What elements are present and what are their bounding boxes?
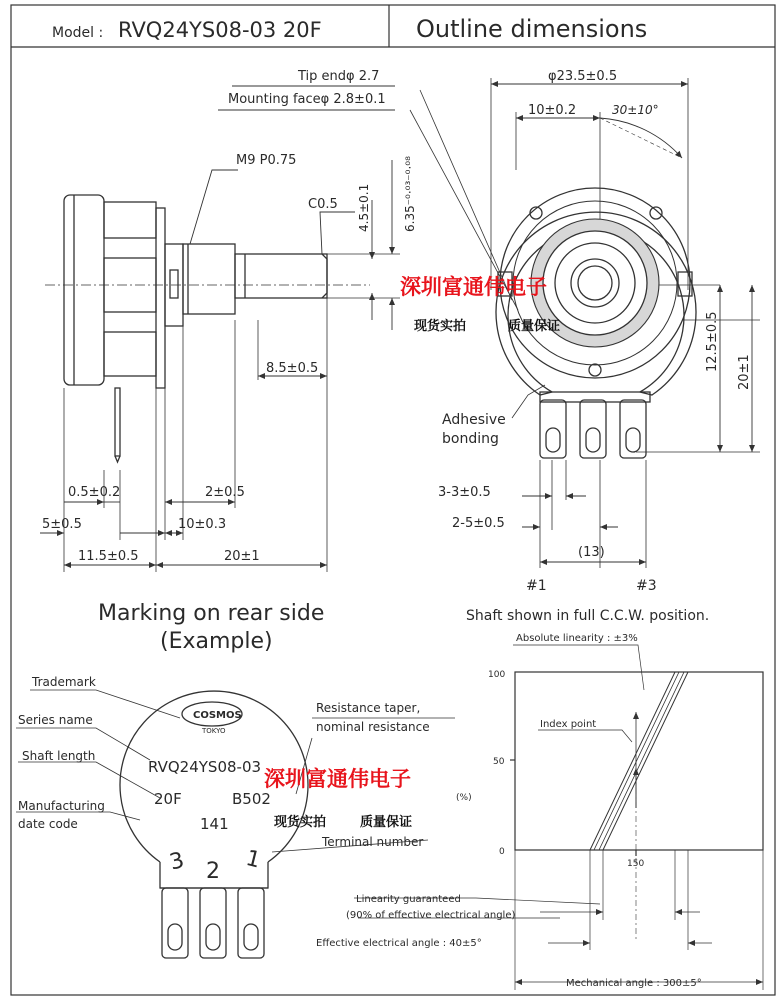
series-marking: RVQ24YS08-03: [148, 758, 262, 776]
index-point-label: Index point: [540, 719, 597, 730]
linearity-guaranteed-label: Linearity guaranteed: [356, 894, 461, 905]
y-tick-100: 100: [488, 670, 506, 680]
dim-10-0-2-label: 10±0.2: [528, 103, 577, 118]
pin-3-label: #3: [636, 578, 657, 594]
model-label: Model :: [52, 25, 104, 41]
y-tick-0: 0: [499, 847, 505, 857]
resistance-marking: B502: [232, 790, 271, 808]
x-tick-150: 150: [627, 859, 645, 869]
effective-angle-label: Effective electrical angle : 40±5°: [316, 938, 482, 949]
dim-3-3-label: 3-3±0.5: [438, 485, 491, 500]
resistance-label-2: nominal resistance: [316, 720, 430, 734]
watermark-slogan-top-1: 现货实拍: [414, 319, 467, 334]
marking-title-1: Marking on rear side: [98, 601, 325, 626]
shaft-dia-2-label: 6.35⁻⁰·⁰³⁻⁰·⁰⁸: [403, 156, 417, 232]
thread-label: M9 P0.75: [236, 153, 297, 168]
chamfer-label: C0.5: [308, 197, 338, 212]
dim-0-5-label: 0.5±0.2: [68, 485, 121, 500]
shaft-marking: 20F: [154, 790, 182, 808]
dim-2-label: 2±0.5: [205, 485, 245, 500]
dim-5-label: 5±0.5: [42, 517, 82, 532]
mounting-face-label: Mounting faceφ 2.8±0.1: [228, 92, 386, 107]
watermark-slogan-bottom-2: 质量保证: [360, 815, 413, 830]
watermark-bottom: [264, 767, 412, 830]
dim-11-5-label: 11.5±0.5: [78, 549, 139, 564]
marking-title-2: (Example): [160, 629, 273, 654]
y-tick-50: 50: [493, 757, 505, 767]
angle-30-label: 30±10°: [612, 103, 659, 117]
terminal-2-marking: 2: [206, 859, 220, 884]
terminal-3-marking: 3: [167, 847, 187, 876]
series-name-label: Series name: [18, 713, 93, 727]
adhesive-label-2: bonding: [442, 431, 499, 447]
date-marking: 141: [200, 815, 229, 833]
watermark-company-top: 深圳富通伟电子: [400, 275, 547, 299]
dim-20-label: 20±1: [224, 549, 260, 564]
terminal-1-marking: 1: [243, 845, 263, 874]
dim-2-5-label: 2-5±0.5: [452, 516, 505, 531]
shaft-dia-1-label: 4.5±0.1: [357, 183, 371, 232]
dim-13-label: (13): [578, 545, 605, 560]
dia-23-5-label: φ23.5±0.5: [548, 69, 618, 84]
logo-text: COSMOS: [193, 710, 242, 721]
adhesive-label-1: Adhesive: [442, 412, 506, 428]
resistance-label-1: Resistance taper,: [316, 701, 421, 715]
dim-20-1-label: 20±1: [737, 354, 752, 390]
watermark-company-bottom: 深圳富通伟电子: [264, 767, 411, 791]
watermark-slogan-top-2: 质量保证: [508, 319, 561, 334]
shaft-note: Shaft shown in full C.C.W. position.: [466, 608, 710, 624]
pin-1-label: #1: [526, 578, 547, 594]
tip-end-label: Tip endφ 2.7: [298, 69, 380, 84]
dim-10-label: 10±0.3: [178, 517, 227, 532]
y-unit-label: (%): [456, 793, 472, 803]
trademark-label: Trademark: [32, 675, 96, 689]
model-value: RVQ24YS08-03 20F: [118, 18, 322, 42]
absolute-linearity-label: Absolute linearity : ±3%: [516, 633, 638, 644]
terminal-number-label: Terminal number: [322, 835, 424, 849]
shaft-length-label: Shaft length: [22, 749, 96, 763]
manufacturing-label-2: date code: [18, 817, 78, 831]
mechanical-angle-label: Mechanical angle : 300±5°: [566, 978, 702, 989]
manufacturing-label-1: Manufacturing: [18, 799, 105, 813]
page-title: Outline dimensions: [416, 15, 648, 43]
watermark-slogan-bottom-1: 现货实拍: [274, 815, 327, 830]
dim-8-5-label: 8.5±0.5: [266, 361, 319, 376]
dim-12-5-label: 12.5±0.5: [705, 311, 720, 372]
logo-subtext: TOKYO: [202, 727, 226, 735]
linearity-note-label: (90% of effective electrical angle): [346, 910, 516, 921]
